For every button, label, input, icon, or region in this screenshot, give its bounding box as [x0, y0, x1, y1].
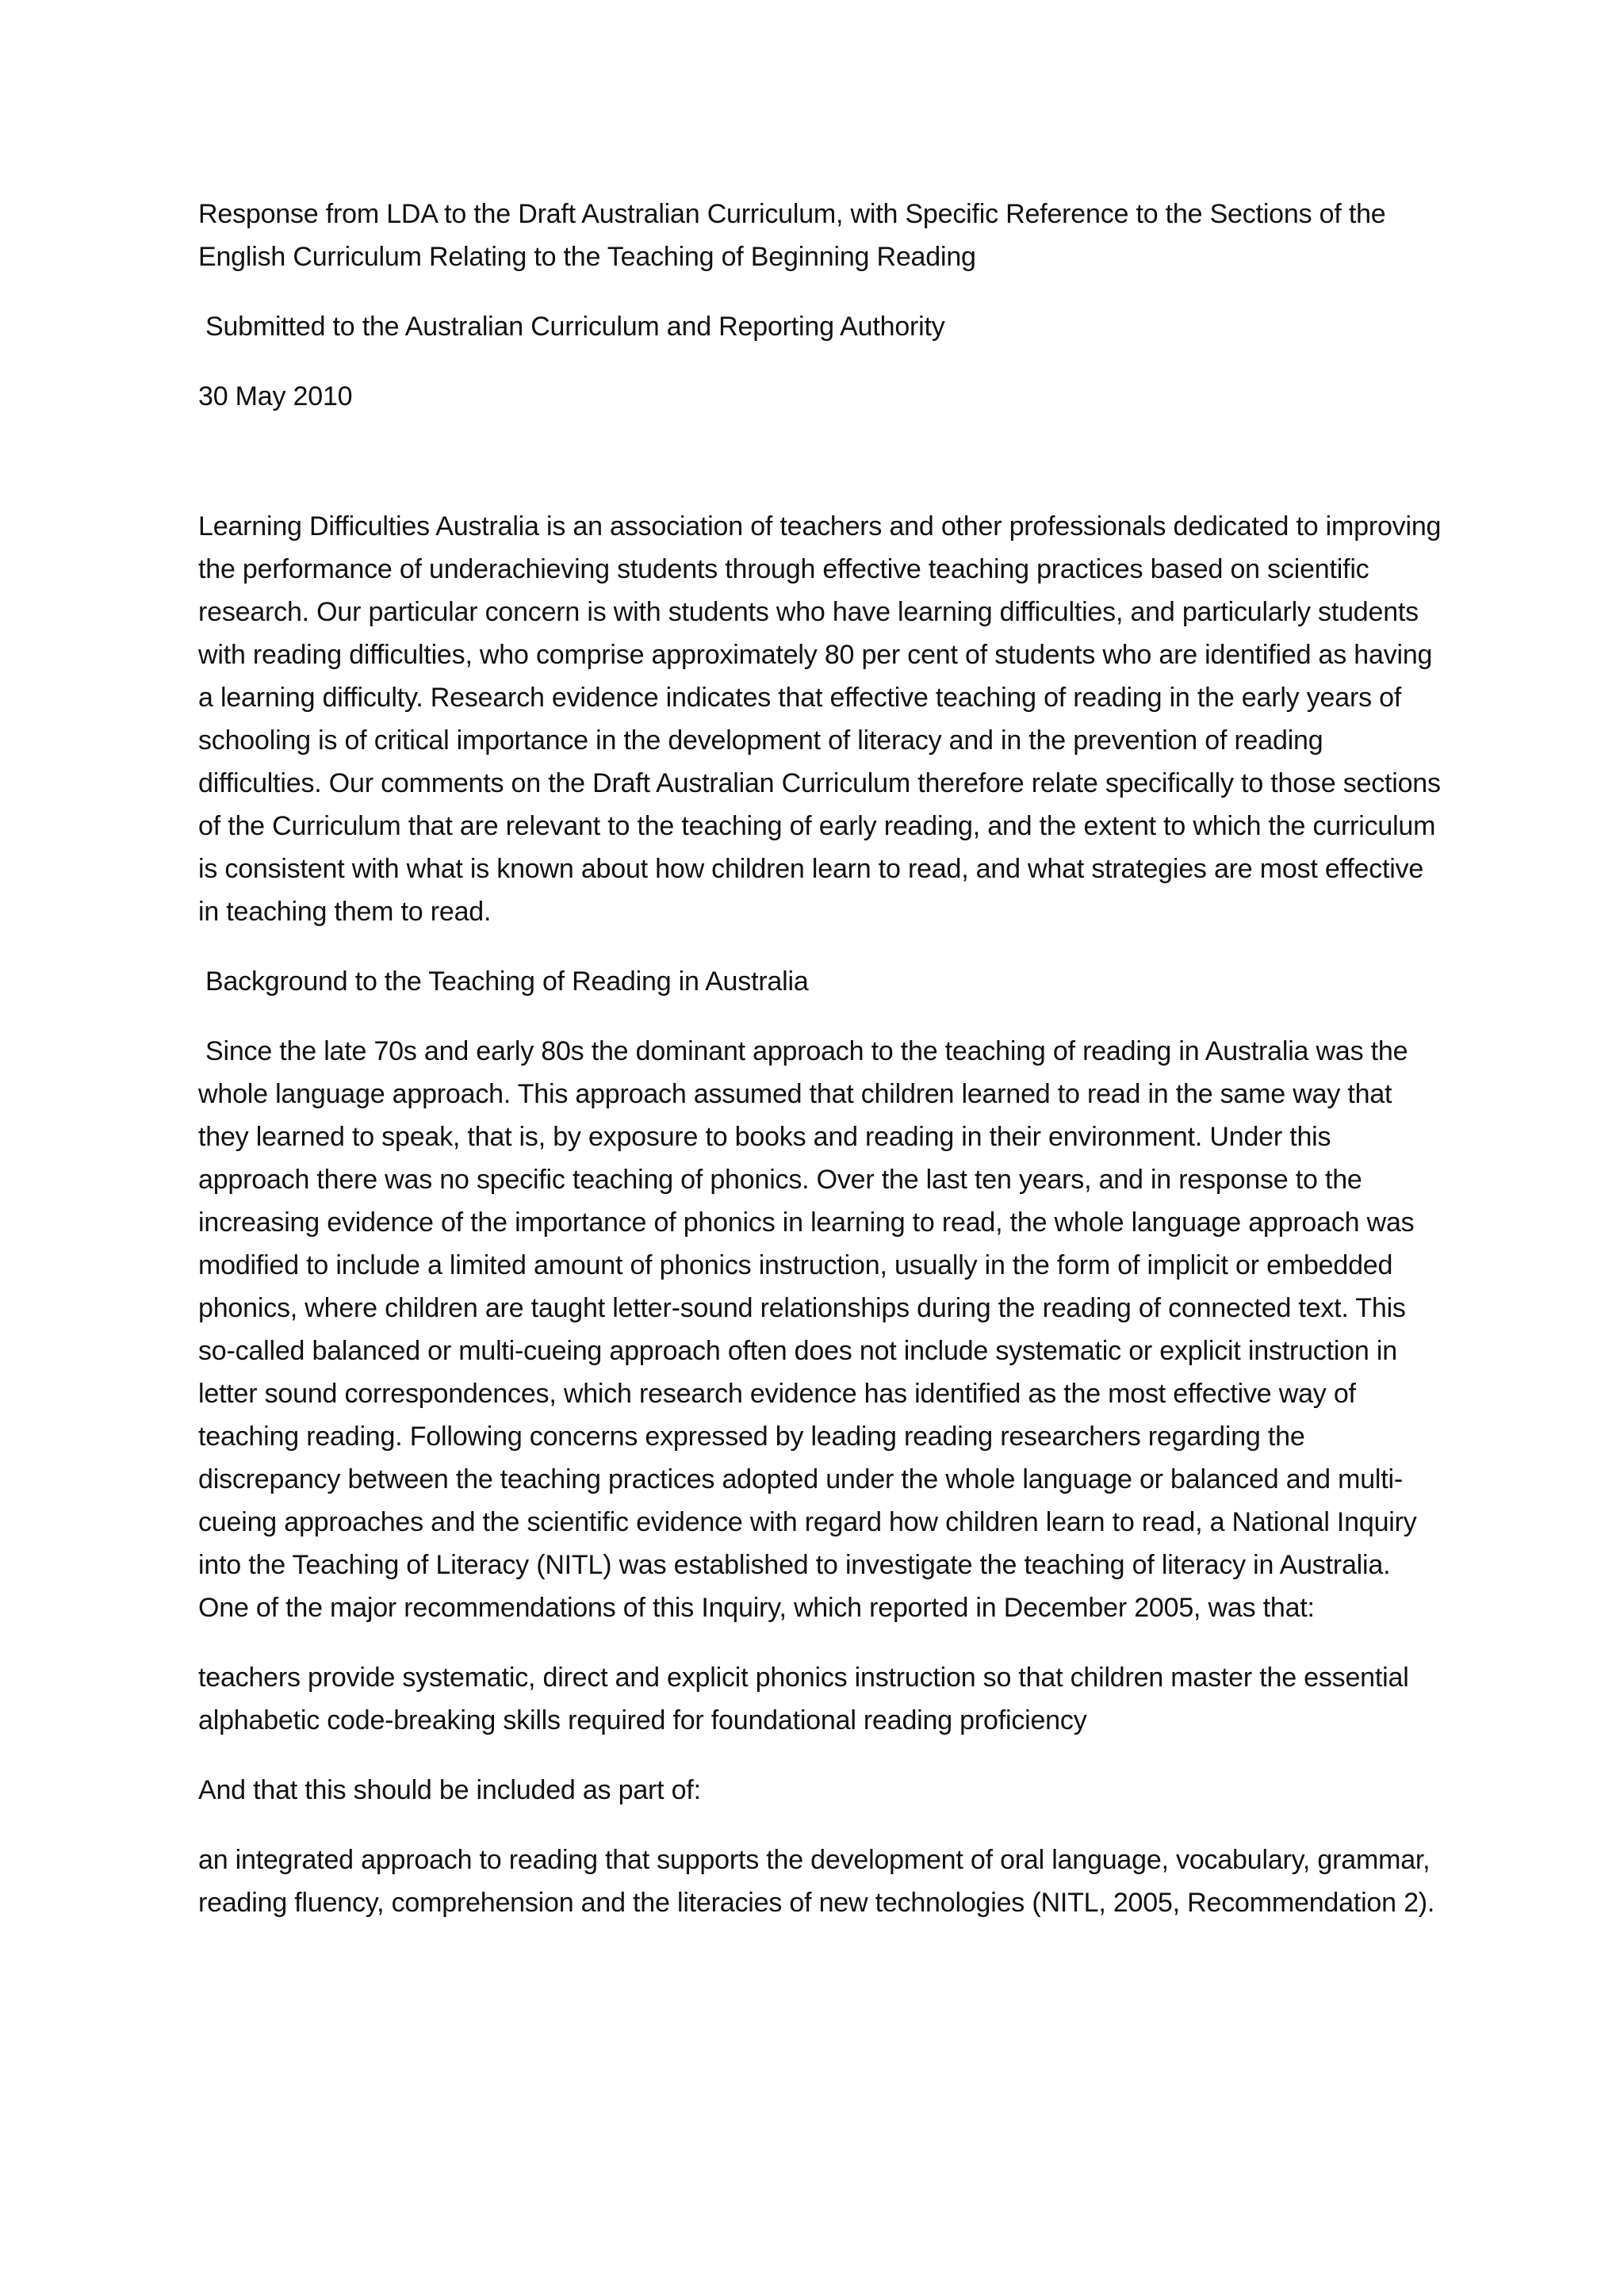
intro-paragraph: Learning Difficulties Australia is an association of teachers and other professionals dedicated to improving the performance of underachieving students through effective teaching practices based on scientific research. Our particular concern is with students who have learning difficulties, and particularly students with reading difficulties, who comprise approximately 80 per cent of students who are identified as having a learning difficulty. Research evidence indicates that effective teaching of reading in the early years of schooling is of critical importance in the development of literacy and in the prevention of reading difficulties. Our comments on the Draft Australian Curriculum therefore relate specifically to those sections of the Curriculum that are relevant to the teaching of early reading, and the extent to which the curriculum is consistent with what is known about how children learn to read, and what strategies are most effective in teaching them to read. — [198, 511, 1442, 927]
document-title: Response from LDA to the Draft Australian Curriculum, with Specific Reference to the Sections of the English Curriculum Relating to the Teaching of Beginning Reading — [198, 199, 1386, 272]
connector-line: And that this should be included as part of: — [198, 1775, 701, 1805]
integrated-approach-quote: an integrated approach to reading that supports the development of oral language, vocabulary, grammar, reading fluency, comprehension and the literacies of new technologies (NITL, 2005, Recommendation 2). — [198, 1845, 1435, 1918]
document-date: 30 May 2010 — [198, 381, 353, 411]
submission-line: Submitted to the Australian Curriculum and Reporting Authority — [205, 312, 945, 342]
section-heading: Background to the Teaching of Reading in Australia — [205, 966, 809, 997]
document-body — [198, 193, 1447, 1951]
background-paragraph: Since the late 70s and early 80s the dominant approach to the teaching of reading in Australia was the whole language approach. This approach assumed that children learned to read in the same way that they learned to speak, that is, by exposure to books and reading in their environment. Under this approach there was no specific teaching of phonics. Over the last ten years, and in response to the increasing evidence of the importance of phonics in learning to read, the whole language approach was modified to include a limited amount of phonics instruction, usually in the form of implicit or embedded phonics, where children are taught letter-sound relationships during the reading of connected text. This so-called balanced or multi-cueing approach often does not include systematic or explicit instruction in letter sound correspondences, which research evidence has identified as the most effective way of teaching reading. Following concerns expressed by leading reading researchers regarding the discrepancy between the teaching practices adopted under the whole language or balanced and multi-cueing approaches and the scientific evidence with regard how children learn to read, a National Inquiry into the Teaching of Literacy (NITL) was established to investigate the teaching of literacy in Australia. One of the major recommendations of this Inquiry, which reported in December 2005, was that: — [198, 1036, 1417, 1623]
recommendation-quote: teachers provide systematic, direct and explicit phonics instruction so that children master the essential alphabetic code-breaking skills required for foundational reading proficiency — [198, 1663, 1409, 1735]
